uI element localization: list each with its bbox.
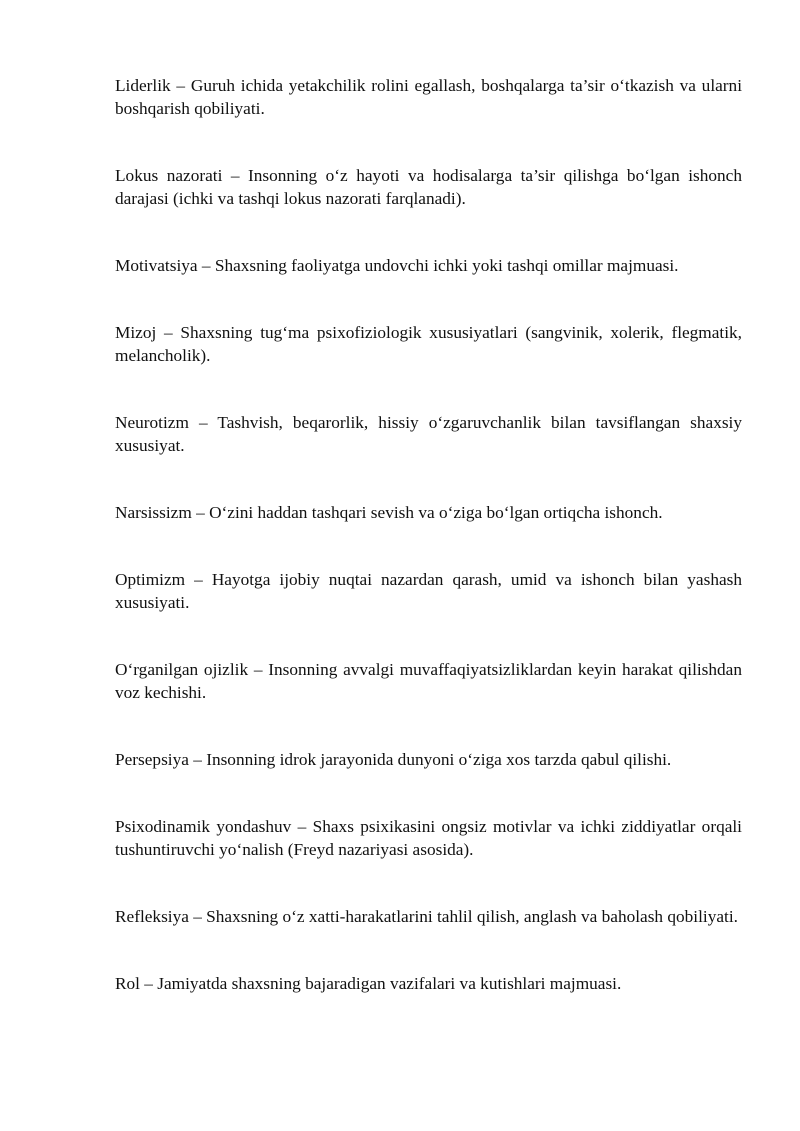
glossary-entry-mizoj: Mizoj – Shaxsning tug‘ma psixofiziologik xususiyatlari (sangvinik, xolerik, flegmatik, melancholik). — [115, 323, 742, 365]
glossary-entry-optimizm: Optimizm – Hayotga ijobiy nuqtai nazardan qarash, umid va ishonch bilan yashash xususiyati. — [115, 570, 742, 612]
glossary-entry-narsissizm: Narsissizm – O‘zini haddan tashqari sevish va o‘ziga bo‘lgan ortiqcha ishonch. — [115, 503, 663, 522]
glossary-entry-lokus-nazorati: Lokus nazorati – Insonning o‘z hayoti va hodisalarga ta’sir qilishga bo‘lgan ishonch darajasi (ichki va tashqi lokus nazorati farqlanadi). — [115, 166, 742, 208]
glossary-entry-motivatsiya: Motivatsiya – Shaxsning faoliyatga undovchi ichki yoki tashqi omillar majmuasi. — [115, 256, 679, 275]
glossary-entry-refleksiya: Refleksiya – Shaxsning o‘z xatti-harakatlarini tahlil qilish, anglash va baholash qobiliyati. — [115, 907, 738, 926]
glossary-entry-psixodinamik-yondashuv: Psixodinamik yondashuv – Shaxs psixikasini ongsiz motivlar va ichki ziddiyatlar orqali tushuntiruvchi yo‘nalish (Freyd nazariyasi asosida). — [115, 817, 742, 859]
glossary-entry-organilgan-ojizlik: O‘rganilgan ojizlik – Insonning avvalgi muvaffaqiyatsizliklardan keyin harakat qilishdan voz kechishi. — [115, 660, 742, 702]
glossary-entry-persepsiya: Persepsiya – Insonning idrok jarayonida dunyoni o‘ziga xos tarzda qabul qilishi. — [115, 750, 672, 769]
glossary-entry-rol: Rol – Jamiyatda shaxsning bajaradigan vazifalari va kutishlari majmuasi. — [115, 974, 622, 993]
glossary-entry-liderlik: Liderlik – Guruh ichida yetakchilik rolini egallash, boshqalarga ta’sir o‘tkazish va ularni boshqarish qobiliyati. — [115, 76, 742, 118]
glossary-entry-neurotizm: Neurotizm – Tashvish, beqarorlik, hissiy o‘zgaruvchanlik bilan tavsiflangan shaxsiy xususiyat. — [115, 413, 742, 455]
glossary-list — [115, 74, 742, 1039]
